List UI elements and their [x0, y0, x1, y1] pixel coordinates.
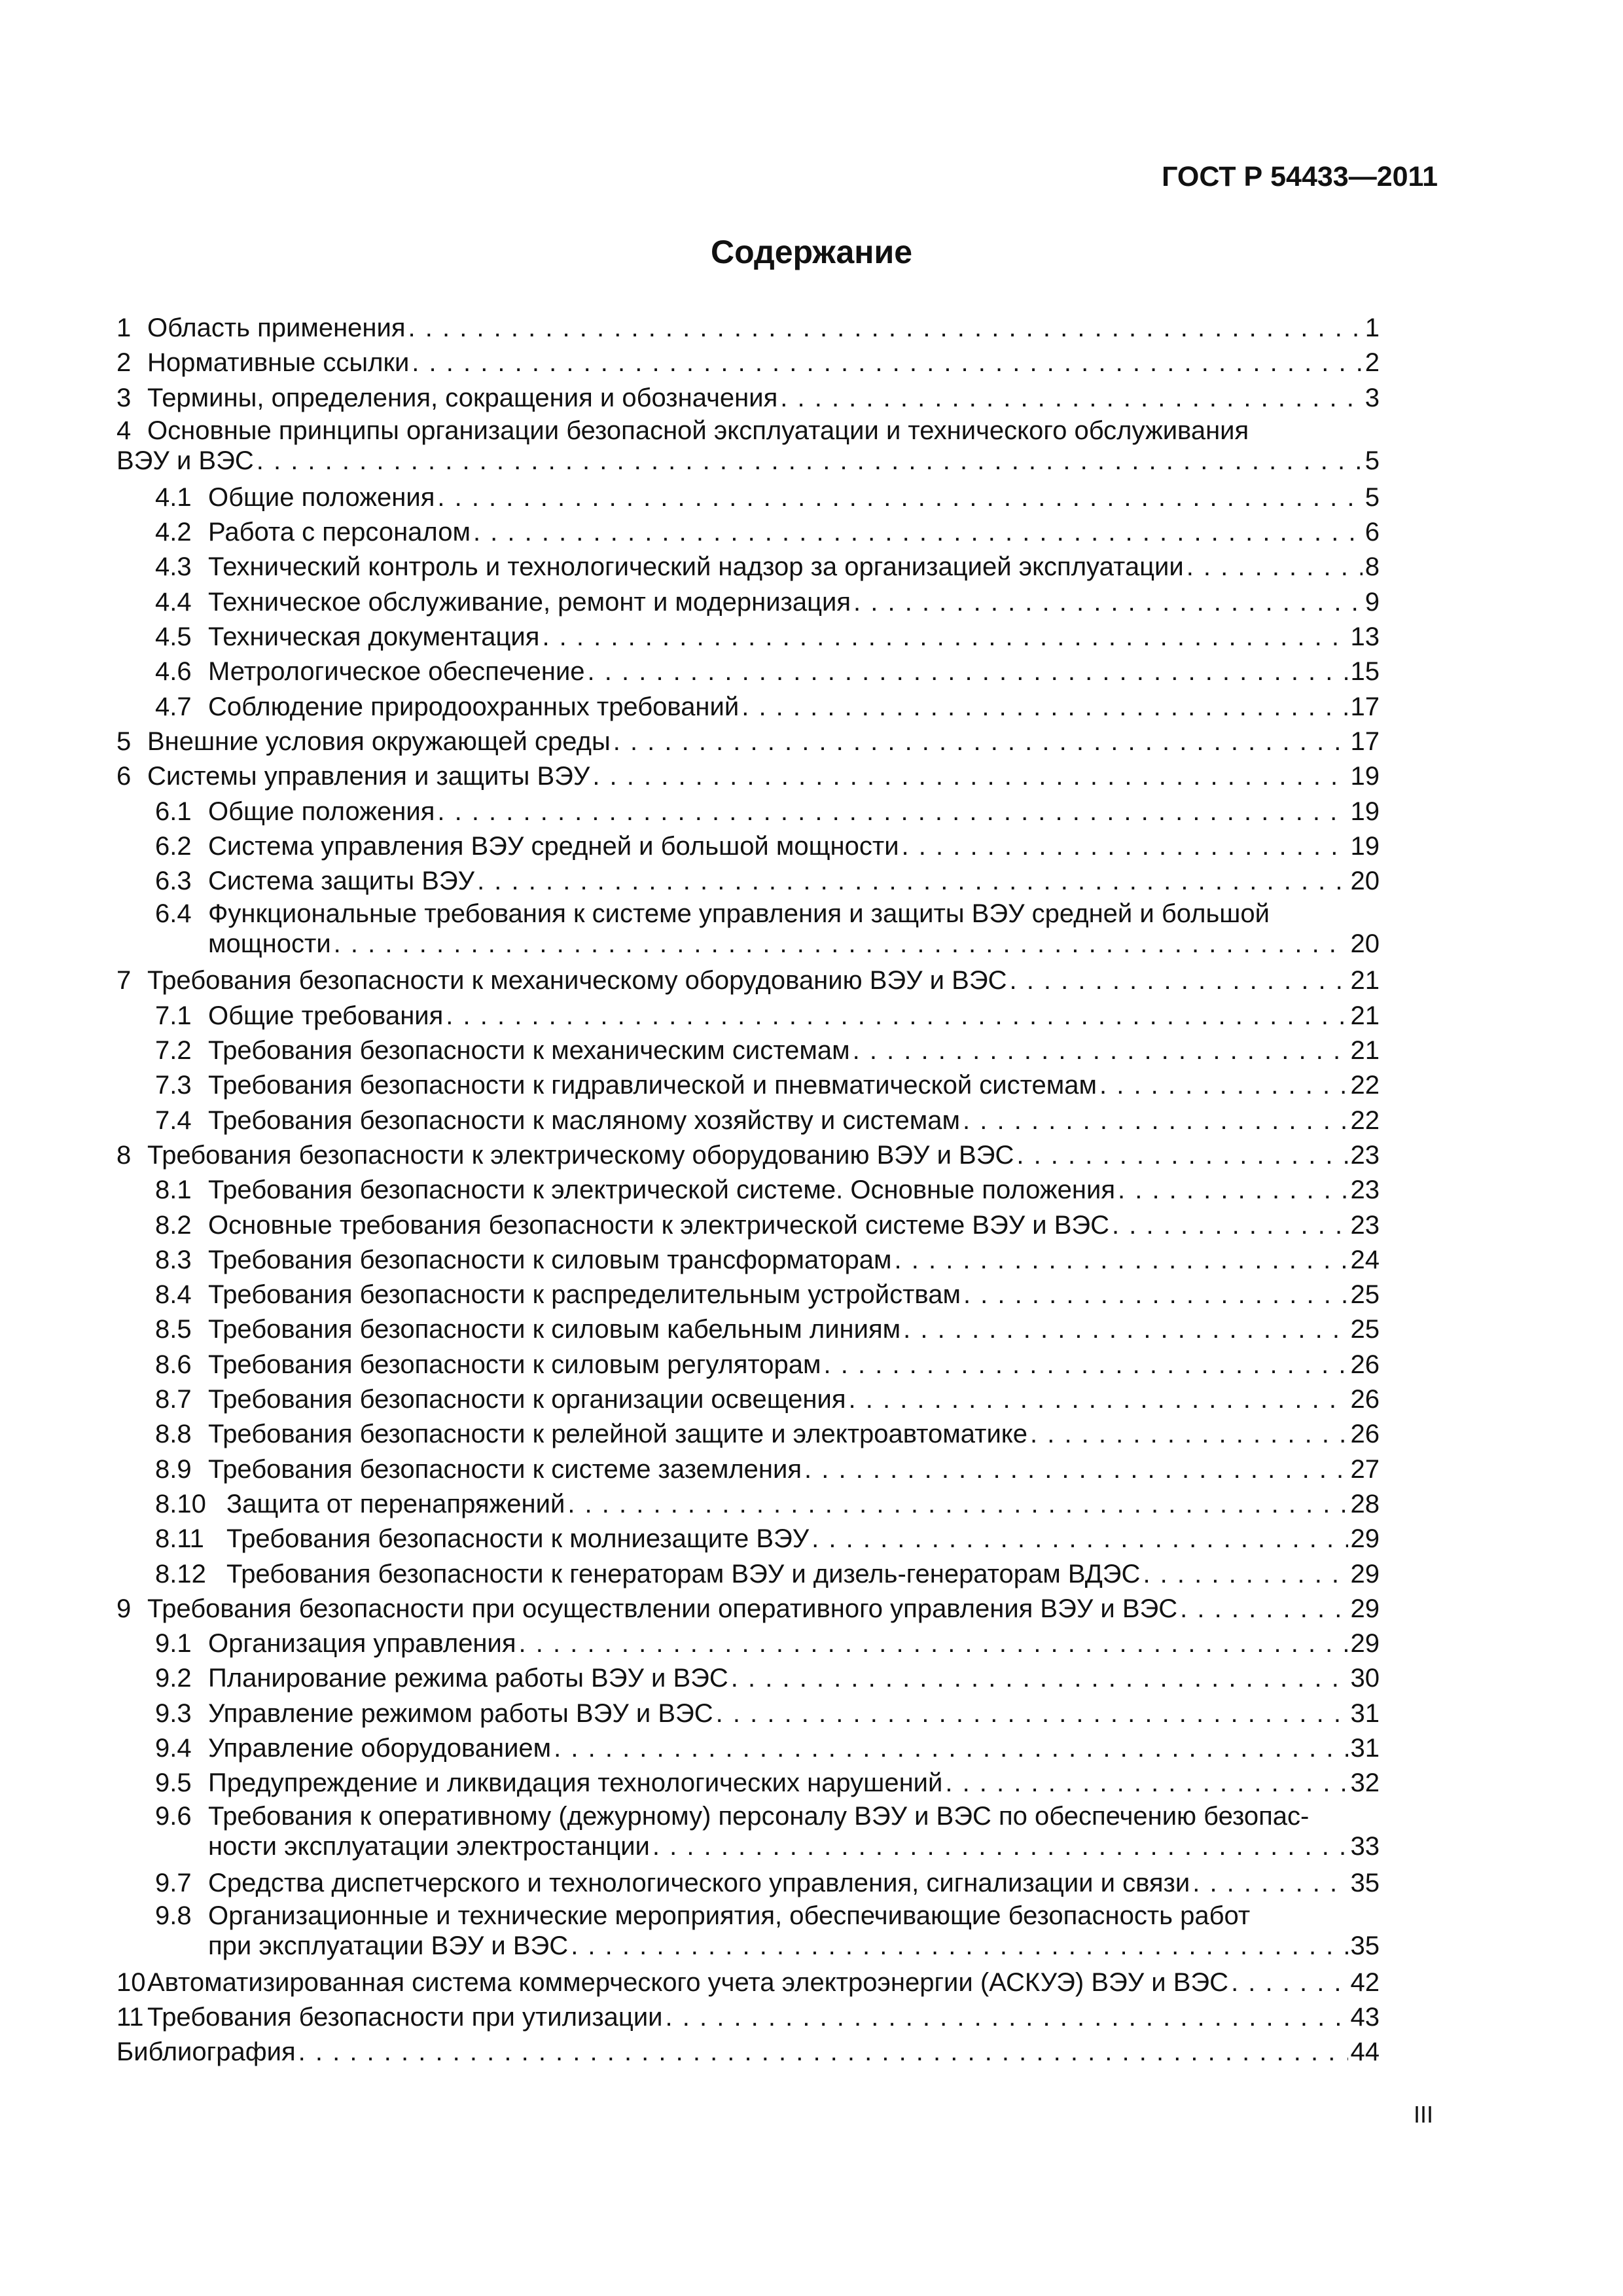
toc-entry[interactable]: [116, 1766, 1380, 1801]
toc-entry-number: 8.1: [155, 1175, 192, 1205]
toc-entry-number: 7.1: [155, 1001, 192, 1030]
toc-entry-title: Планирование режима работы ВЭУ и ВЭС: [208, 1664, 728, 1693]
toc-leader-dots: [1192, 1866, 1347, 1901]
toc-entry-number: 8.12: [155, 1559, 206, 1588]
toc-entry-page: 19: [1350, 831, 1380, 861]
toc-leader-dots: [853, 1033, 1348, 1068]
toc-entry-page: 44: [1350, 2037, 1380, 2067]
toc-leader-dots: [473, 515, 1363, 550]
toc-entry-title: Требования безопасности к силовым трансформаторам: [208, 1245, 892, 1274]
toc-entry-number: 8.4: [155, 1280, 192, 1310]
toc-leader-dots: [716, 1696, 1348, 1731]
toc-entry-page: 29: [1350, 1559, 1380, 1588]
toc-leader-dots: [963, 1278, 1348, 1312]
toc-leader-dots: [1099, 1068, 1348, 1103]
toc-entry[interactable]: [116, 1348, 1380, 1382]
toc-leader-dots: [1009, 963, 1347, 998]
toc-entry-title: Основные требования безопасности к электрической системе ВЭУ и ВЭС: [208, 1210, 1110, 1240]
toc-entry-number: 4.7: [155, 692, 192, 721]
toc-entry[interactable]: [116, 346, 1380, 380]
toc-entry-title: Требования безопасности к механическим системам: [208, 1036, 850, 1066]
toc-entry-title: Требования безопасности к масляному хозяйству и системам: [208, 1105, 961, 1135]
toc-leader-dots: [849, 1382, 1348, 1417]
toc-entry[interactable]: [116, 1208, 1380, 1243]
toc-leader-dots: [1143, 1557, 1347, 1592]
toc-entry-page: 23: [1350, 1175, 1380, 1205]
toc-entry-page: 21: [1350, 966, 1380, 996]
toc-entry-page: 3: [1364, 383, 1380, 412]
toc-entry-title-line1: Функциональные требования к системе управления и защиты ВЭУ средней и большой: [208, 899, 1270, 929]
toc-entry-page: 27: [1350, 1454, 1380, 1484]
toc-leader-dots: [613, 725, 1348, 759]
toc-entry-page: 19: [1350, 797, 1380, 826]
toc-entry-title: Автоматизированная система коммерческого учета электроэнергии (АСКУЭ) ВЭУ и ВЭС: [147, 1967, 1229, 1997]
toc-entry-title: Техническая документация: [208, 622, 540, 652]
toc-entry-page: 31: [1350, 1698, 1380, 1728]
toc-entry-number: 9.3: [155, 1698, 192, 1728]
toc-entry-title: Внешние условия окружающей среды: [147, 726, 611, 756]
toc-entry[interactable]: [116, 1696, 1380, 1731]
toc-entry-number: 8.10: [155, 1489, 206, 1518]
toc-entry-page: 23: [1350, 1210, 1380, 1240]
toc-entry-number: 9.2: [155, 1664, 192, 1693]
toc-entry-number: 8.9: [155, 1454, 192, 1484]
toc-entry-title: Требования безопасности к системе заземления: [208, 1454, 802, 1484]
toc-entry-title: Организация управления: [208, 1629, 516, 1659]
toc-entry-number: 6.1: [155, 797, 192, 826]
toc-entry-title: Требования безопасности к силовым кабельным линиям: [208, 1315, 901, 1344]
toc-entry-title: Требования безопасности к генераторам ВЭУ и дизель-генераторам ВДЭС: [226, 1559, 1141, 1588]
toc-entry-number: 11: [116, 2003, 144, 2032]
toc-entry-number: 9.6: [155, 1801, 192, 1831]
toc-entry-page: 22: [1350, 1071, 1380, 1100]
toc-entry-page: 22: [1350, 1105, 1380, 1135]
toc-leader-dots: [588, 655, 1348, 689]
toc-entry[interactable]: [116, 690, 1380, 725]
toc-entry-number: 9: [116, 1594, 132, 1623]
toc-entry-page: 8: [1364, 552, 1380, 582]
toc-entry[interactable]: [116, 2035, 1380, 2070]
toc-entry-page: 17: [1350, 726, 1380, 756]
toc-entry-page: 42: [1350, 1967, 1380, 1997]
toc-entry-page: 26: [1350, 1350, 1380, 1379]
toc-entry[interactable]: [116, 759, 1380, 794]
toc-entry-number: 3: [116, 383, 132, 412]
toc-leader-dots: [853, 585, 1363, 620]
toc-entry[interactable]: [116, 1661, 1380, 1696]
toc-entry-title: Требования безопасности к механическому оборудованию ВЭУ и ВЭС: [147, 966, 1007, 996]
toc-entry-number: 4.1: [155, 482, 192, 512]
toc-entry[interactable]: [116, 1626, 1380, 1661]
toc-entry-title: Нормативные ссылки: [147, 348, 410, 378]
toc-entry[interactable]: [116, 1173, 1380, 1208]
toc-entry-title: Требования безопасности к гидравлической и пневматической системам: [208, 1071, 1097, 1100]
toc-entry-title: Технический контроль и технологический надзор за организацией эксплуатации: [208, 552, 1184, 582]
toc-entry-page: 25: [1350, 1280, 1380, 1310]
toc-entry-page: 5: [1364, 482, 1380, 512]
toc-entry-page: 33: [1350, 1831, 1380, 1861]
toc-entry-number: 6.4: [155, 899, 192, 929]
toc-leader-dots: [542, 620, 1347, 655]
toc-leader-dots: [1180, 1592, 1347, 1626]
toc-entry-number: 7.2: [155, 1036, 192, 1066]
toc-entry[interactable]: [116, 999, 1380, 1033]
toc-entry[interactable]: [116, 1452, 1380, 1487]
toc-entry-number: 4: [116, 416, 132, 445]
toc-entry-number: 6: [116, 762, 132, 791]
toc-entry-title: Защита от перенапряжений: [226, 1489, 565, 1518]
toc-entry-page: 23: [1350, 1140, 1380, 1170]
toc-entry-title: Общие положения: [208, 482, 435, 512]
toc-leader-dots: [437, 795, 1347, 829]
toc-entry[interactable]: [116, 1312, 1380, 1347]
toc-entry-number: 4.4: [155, 587, 192, 617]
toc-entry-page: 20: [1350, 867, 1380, 896]
toc-entry-number: 1: [116, 314, 132, 342]
toc-entry-page: 31: [1350, 1733, 1380, 1763]
toc-entry[interactable]: [116, 550, 1380, 584]
toc-entry-number: 8.3: [155, 1245, 192, 1274]
toc-entry[interactable]: [116, 1731, 1380, 1766]
toc-entry-number: 9.1: [155, 1629, 192, 1659]
toc-entry-number: 8.6: [155, 1350, 192, 1379]
toc-entry-number: 6.2: [155, 831, 192, 861]
page-number: III: [1413, 2101, 1433, 2128]
toc-entry-number: 6.3: [155, 867, 192, 896]
toc-entry[interactable]: [116, 963, 1380, 998]
toc-leader-dots: [477, 864, 1347, 899]
toc-entry[interactable]: [116, 1278, 1380, 1312]
toc-entry-page: 28: [1350, 1489, 1380, 1518]
toc-leader-dots: [945, 1766, 1347, 1801]
toc-entry-title: Техническое обслуживание, ремонт и модернизация: [208, 587, 851, 617]
toc-entry-number: 8.2: [155, 1210, 192, 1240]
toc-entry-title-line1: Основные принципы организации безопасной эксплуатации и технического обслуживания: [147, 416, 1249, 445]
toc-entry-title: Требования безопасности к электрическому оборудованию ВЭУ и ВЭС: [147, 1140, 1014, 1170]
toc-entry-title: Требования безопасности при осуществлении оперативного управления ВЭУ и ВЭС: [147, 1594, 1178, 1623]
toc-entry[interactable]: [116, 795, 1380, 829]
toc-leader-dots: [812, 1522, 1347, 1556]
toc-entry-page: 30: [1350, 1664, 1380, 1693]
toc-leader-dots: [519, 1626, 1348, 1661]
toc-leader-dots: [902, 829, 1348, 864]
toc-entry-title: Соблюдение природоохранных требований: [208, 692, 740, 721]
toc-leader-dots: [1016, 1138, 1347, 1173]
toc-leader-dots: [1231, 1965, 1347, 2000]
toc-entry[interactable]: [116, 311, 1380, 346]
toc-entry-number: 5: [116, 726, 132, 756]
toc-entry-title: Требования безопасности к организации освещения: [208, 1385, 846, 1414]
toc-entry-page: 26: [1350, 1420, 1380, 1449]
table-of-contents: [116, 311, 1380, 2070]
toc-entry-title: Предупреждение и ликвидация технологических нарушений: [208, 1768, 943, 1798]
toc-entry-number: 7.4: [155, 1105, 192, 1135]
toc-entry-page: 29: [1350, 1594, 1380, 1623]
toc-entry-page: 17: [1350, 692, 1380, 721]
toc-entry-title: Системы управления и защиты ВЭУ: [147, 762, 590, 791]
toc-entry-page: 35: [1350, 1868, 1380, 1897]
toc-leader-dots: [780, 381, 1362, 416]
toc-entry-title: Метрологическое обеспечение: [208, 657, 585, 687]
toc-entry[interactable]: [116, 2000, 1380, 2035]
toc-entry-title: Управление режимом работы ВЭУ и ВЭС: [208, 1698, 713, 1728]
toc-entry-number: 7.3: [155, 1071, 192, 1100]
toc-leader-dots: [652, 1831, 1348, 1861]
toc-leader-dots: [1030, 1417, 1348, 1452]
toc-entry[interactable]: [116, 1801, 1380, 1861]
toc-entry-page: 9: [1364, 587, 1380, 617]
toc-entry-title: Требования безопасности при утилизации: [147, 2003, 663, 2032]
toc-entry[interactable]: [116, 1592, 1380, 1626]
toc-leader-dots: [334, 929, 1348, 959]
toc-entry-title: Термины, определения, сокращения и обозначения: [147, 383, 778, 412]
toc-entry-page: 1: [1364, 314, 1380, 342]
toc-entry-page: 29: [1350, 1524, 1380, 1554]
toc-entry-number: 4.3: [155, 552, 192, 582]
toc-entry-title: Область применения: [147, 314, 406, 342]
toc-leader-dots: [408, 311, 1363, 346]
toc-entry-number: 4.5: [155, 622, 192, 652]
toc-leader-dots: [592, 759, 1347, 794]
toc-entry[interactable]: [116, 899, 1380, 959]
toc-leader-dots: [804, 1452, 1347, 1487]
toc-entry-page: 13: [1350, 622, 1380, 652]
standard-code: ГОСТ Р 54433—2011: [1162, 161, 1438, 192]
toc-entry[interactable]: [116, 1487, 1380, 1522]
toc-entry-page: 19: [1350, 762, 1380, 791]
toc-entry-number: 9.7: [155, 1868, 192, 1897]
toc-entry[interactable]: [116, 620, 1380, 655]
toc-entry-page: 2: [1364, 348, 1380, 378]
toc-entry-title: Требования безопасности к распределительным устройствам: [208, 1280, 961, 1310]
toc-entry[interactable]: [116, 1965, 1380, 2000]
toc-leader-dots: [1112, 1208, 1347, 1243]
toc-leader-dots: [1118, 1173, 1348, 1208]
toc-entry[interactable]: [116, 1138, 1380, 1173]
toc-entry[interactable]: [116, 480, 1380, 515]
toc-entry-title: Требования безопасности к релейной защите и электроавтоматике: [208, 1420, 1027, 1449]
toc-entry-number: 9.8: [155, 1901, 192, 1930]
toc-entry-number: 4.6: [155, 657, 192, 687]
toc-leader-dots: [741, 690, 1347, 725]
toc-entry-page: 43: [1350, 2003, 1380, 2032]
toc-entry-title: ности эксплуатации электростанции: [208, 1831, 650, 1861]
toc-leader-dots: [437, 480, 1362, 515]
toc-entry[interactable]: [116, 1068, 1380, 1103]
toc-entry-title: мощности: [208, 929, 331, 959]
toc-entry[interactable]: [116, 1901, 1380, 1961]
toc-entry[interactable]: [116, 515, 1380, 550]
toc-leader-dots: [571, 1931, 1347, 1961]
toc-entry[interactable]: [116, 1522, 1380, 1556]
toc-entry[interactable]: [116, 1417, 1380, 1452]
toc-entry-title: Требования безопасности к силовым регуляторам: [208, 1350, 821, 1379]
toc-entry-title: Требования безопасности к молниезащите ВЭУ: [226, 1524, 810, 1554]
toc-entry[interactable]: [116, 829, 1380, 864]
toc-entry-page: 21: [1350, 1001, 1380, 1030]
toc-entry-page: 15: [1350, 657, 1380, 687]
toc-entry-title: Общие положения: [208, 797, 435, 826]
toc-entry-number: 8.7: [155, 1385, 192, 1414]
toc-entry-number: 7: [116, 966, 132, 996]
toc-entry[interactable]: [116, 381, 1380, 416]
toc-entry[interactable]: [116, 1033, 1380, 1068]
toc-entry-page: 20: [1350, 929, 1380, 959]
toc-entry-number: 8.8: [155, 1420, 192, 1449]
toc-entry[interactable]: [116, 1557, 1380, 1592]
toc-entry[interactable]: [116, 1866, 1380, 1901]
toc-entry-title: Работа с персоналом: [208, 518, 471, 547]
toc-entry-page: 35: [1350, 1931, 1380, 1960]
toc-entry[interactable]: [116, 416, 1380, 476]
toc-leader-dots: [1186, 550, 1363, 584]
toc-entry[interactable]: [116, 585, 1380, 620]
toc-entry-title: Средства диспетчерского и технологического управления, сигнализации и связи: [208, 1868, 1190, 1897]
toc-leader-dots: [554, 1731, 1347, 1766]
toc-entry-number: 9.5: [155, 1768, 192, 1798]
toc-entry-page: 29: [1350, 1629, 1380, 1659]
toc-entry-number: 8.11: [155, 1524, 204, 1554]
toc-entry-title: Система защиты ВЭУ: [208, 867, 475, 896]
toc-entry[interactable]: [116, 725, 1380, 759]
toc-leader-dots: [731, 1661, 1348, 1696]
toc-entry-number: 8.5: [155, 1315, 192, 1344]
toc-entry[interactable]: [116, 1382, 1380, 1417]
toc-entry-number: 4.2: [155, 518, 192, 547]
toc-entry-number: 8: [116, 1140, 132, 1170]
toc-entry[interactable]: [116, 655, 1380, 689]
toc-entry-title: Библиография: [116, 2037, 296, 2067]
toc-entry[interactable]: [116, 864, 1380, 899]
toc-leader-dots: [903, 1312, 1347, 1347]
toc-leader-dots: [446, 999, 1347, 1033]
toc-entry-title-line1: Требования к оперативному (дежурному) персоналу ВЭУ и ВЭС по обеспечению безопас-: [208, 1801, 1310, 1831]
toc-leader-dots: [412, 346, 1362, 380]
toc-entry[interactable]: [116, 1243, 1380, 1278]
toc-leader-dots: [963, 1103, 1347, 1138]
toc-leader-dots: [895, 1243, 1348, 1278]
toc-entry-page: 24: [1350, 1245, 1380, 1274]
toc-entry-title-line1: Организационные и технические мероприятия, обеспечивающие безопасность работ: [208, 1901, 1251, 1930]
toc-entry-title: при эксплуатации ВЭУ и ВЭС: [208, 1931, 569, 1960]
toc-entry-title: Управление оборудованием: [208, 1733, 552, 1763]
toc-entry-number: 9.4: [155, 1733, 192, 1763]
toc-entry-page: 21: [1350, 1036, 1380, 1066]
toc-entry[interactable]: [116, 1103, 1380, 1138]
toc-entry-title: Требования безопасности к электрической системе. Основные положения: [208, 1175, 1115, 1205]
toc-leader-dots: [824, 1348, 1348, 1382]
toc-entry-page: 26: [1350, 1385, 1380, 1414]
toc-leader-dots: [257, 446, 1363, 476]
toc-entry-title: ВЭУ и ВЭС: [116, 446, 254, 475]
toc-entry-number: 2: [116, 348, 132, 378]
toc-entry-title: Система управления ВЭУ средней и большой мощности: [208, 831, 899, 861]
toc-entry-title: Общие требования: [208, 1001, 444, 1030]
toc-entry-page: 25: [1350, 1315, 1380, 1344]
toc-leader-dots: [567, 1487, 1347, 1522]
toc-leader-dots: [666, 2000, 1348, 2035]
toc-entry-page: 6: [1364, 518, 1380, 547]
toc-entry-page: 5: [1364, 446, 1380, 475]
toc-leader-dots: [298, 2035, 1348, 2070]
toc-entry-number: 10: [116, 1967, 146, 1997]
toc-entry-page: 32: [1350, 1768, 1380, 1798]
toc-title: Содержание: [710, 234, 913, 270]
